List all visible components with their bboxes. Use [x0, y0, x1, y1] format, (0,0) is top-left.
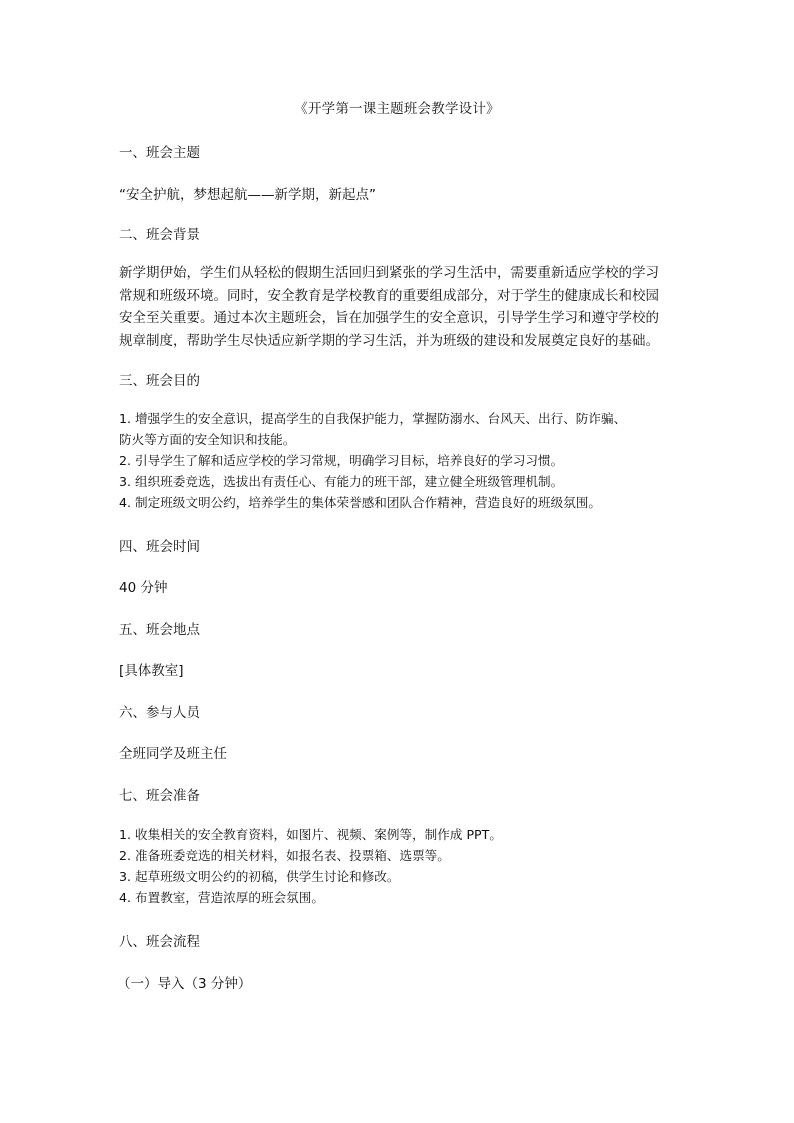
theme-text: “安全护航，梦想起航——新学期，新起点” — [119, 187, 376, 203]
list-item: 1. 增强学生的安全意识，提高学生的自我保护能力，掌握防溺水、台风天、出行、防诈骗、 — [119, 411, 627, 426]
list-item: 4. 布置教室，营造浓厚的班会氛围。 — [119, 890, 324, 905]
list-item: 2. 准备班委竞选的相关材料，如报名表、投票箱、选票等。 — [119, 848, 450, 863]
list-item: 防火等方面的安全知识和技能。 — [119, 432, 296, 447]
process-subheading: （一）导入（3 分钟） — [117, 976, 252, 992]
section-heading-location: 五、班会地点 — [119, 622, 200, 638]
background-line: 新学期伊始，学生们从轻松的假期生活回归到紧张的学习生活中，需要重新适应学校的学习 — [119, 265, 659, 281]
section-heading-participants: 六、参与人员 — [119, 705, 200, 721]
participants-text: 全班同学及班主任 — [119, 746, 227, 762]
list-item: 1. 收集相关的安全教育资料，如图片、视频、案例等，制作成 PPT。 — [119, 827, 502, 842]
document-title: 《开学第一课主题班会教学设计》 — [294, 101, 500, 117]
list-item: 4. 制定班级文明公约，培养学生的集体荣誉感和团队合作精神，营造良好的班级氛围。 — [119, 495, 601, 510]
section-heading-theme: 一、班会主题 — [119, 145, 200, 161]
preparation-list — [119, 824, 699, 908]
location-text: [具体教室] — [119, 663, 184, 679]
section-heading-purpose: 三、班会目的 — [119, 373, 200, 389]
section-heading-background: 二、班会背景 — [119, 227, 200, 243]
section-heading-preparation: 七、班会准备 — [119, 788, 200, 804]
list-item: 2. 引导学生了解和适应学校的学习常规，明确学习目标，培养良好的学习习惯。 — [119, 453, 564, 468]
section-heading-time: 四、班会时间 — [119, 539, 200, 555]
purpose-list — [119, 408, 699, 513]
background-line: 安全至关重要。通过本次主题班会，旨在加强学生的安全意识，引导学生学习和遵守学校的 — [119, 310, 659, 327]
background-line: 常规和班级环境。同时，安全教育是学校教育的重要组成部分，对于学生的健康成长和校园 — [119, 287, 659, 304]
list-item: 3. 起草班级文明公约的初稿，供学生讨论和修改。 — [119, 869, 400, 884]
time-text: 40 分钟 — [119, 580, 168, 596]
background-paragraph — [119, 262, 689, 352]
list-item: 3. 组织班委竞选，选拔出有责任心、有能力的班干部，建立健全班级管理机制。 — [119, 474, 564, 489]
background-line: 规章制度，帮助学生尽快适应新学期的学习生活，并为班级的建设和发展奠定良好的基础。 — [119, 332, 659, 349]
section-heading-process: 八、班会流程 — [119, 934, 200, 950]
